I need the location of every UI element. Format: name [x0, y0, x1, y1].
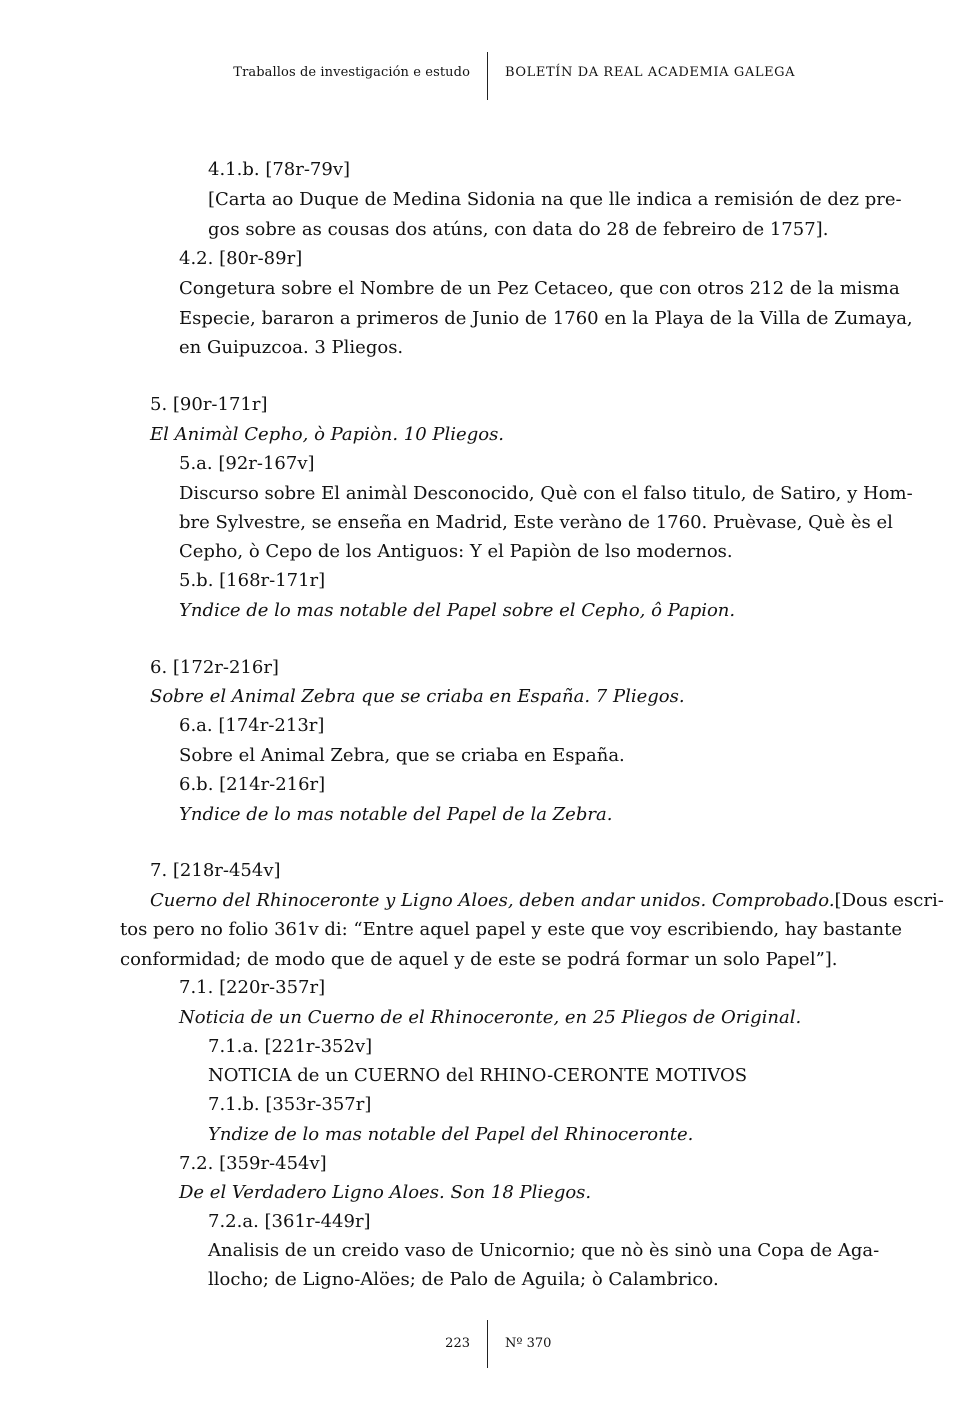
entry-text: tos pero no folio 361v di: “Entre aquel papel y este que voy escribiendo, hay bastante — [120, 919, 903, 940]
entry-text: NOTICIA de un CUERNO del RHINO-CERONTE MOTIVOS — [208, 1065, 748, 1086]
entry-text: Especie, bararon a primeros de Junio de 1760 en la Playa de la Villa de Zumaya, — [179, 308, 913, 329]
entry-heading: 7.1.a. [221r-352v] — [208, 1036, 373, 1057]
entry-text: Congetura sobre el Nombre de un Pez Cetaceo, que con otros 212 de la misma — [179, 278, 900, 299]
entry-heading: 7.2. [359r-454v] — [179, 1153, 327, 1174]
issue-number: Nº 370 — [505, 1336, 552, 1351]
entry-heading: 4.2. [80r-89r] — [179, 248, 303, 269]
entry-title-line — [150, 886, 944, 916]
entry-heading: 7.1. [220r-357r] — [179, 977, 326, 998]
entry-title: Sobre el Animal Zebra que se criaba en España. 7 Pliegos. — [150, 686, 685, 707]
entry-heading: 4.1.b. [78r-79v] — [208, 159, 351, 180]
entry-note: [Dous escri- — [834, 890, 944, 911]
entry-title: Cuerno del Rhinoceronte y Ligno Aloes, deben andar unidos. Comprobado. — [150, 890, 835, 911]
entry-text: bre Sylvestre, se enseña en Madrid, Este veràno de 1760. Pruèvase, Què ès el — [179, 512, 893, 533]
entry-heading: 6.b. [214r-216r] — [179, 774, 326, 795]
header-journal-title: BOLETÍN DA REAL ACADEMIA GALEGA — [505, 65, 796, 80]
entry-text: en Guipuzcoa. 3 Pliegos. — [179, 337, 404, 358]
entry-title: Noticia de un Cuerno de el Rhinoceronte, en 25 Pliegos de Original. — [179, 1007, 802, 1028]
entry-title: Yndice de lo mas notable del Papel sobre el Cepho, ô Papion. — [179, 600, 736, 621]
footer-divider — [487, 1320, 488, 1368]
entry-heading: 6.a. [174r-213r] — [179, 715, 325, 736]
entry-heading: 5.a. [92r-167v] — [179, 453, 315, 474]
entry-title: De el Verdadero Ligno Aloes. Son 18 Pliegos. — [179, 1182, 592, 1203]
entry-heading: 5.b. [168r-171r] — [179, 570, 326, 591]
header-divider — [487, 52, 488, 100]
entry-heading: 6. [172r-216r] — [150, 657, 279, 678]
header-section-title: Traballos de investigación e estudo — [233, 65, 470, 80]
entry-text: Cepho, ò Cepo de los Antiguos: Y el Papiòn de lso modernos. — [179, 541, 733, 562]
page-number: 223 — [445, 1336, 470, 1351]
entry-heading: 7.2.a. [361r-449r] — [208, 1211, 371, 1232]
entry-heading: 7. [218r-454v] — [150, 860, 281, 881]
entry-text: Discurso sobre El animàl Desconocido, Què con el falso titulo, de Satiro, y Hom- — [179, 483, 913, 504]
entry-title: Yndice de lo mas notable del Papel de la Zebra. — [179, 804, 613, 825]
entry-text: [Carta ao Duque de Medina Sidonia na que lle indica a remisión de dez pre- — [208, 189, 902, 210]
entry-text: Analisis de un creido vaso de Unicornio; que nò ès sinò una Copa de Aga- — [208, 1240, 880, 1261]
entry-heading: 7.1.b. [353r-357r] — [208, 1094, 372, 1115]
entry-text: conformidad; de modo que de aquel y de este se podrá formar un solo Papel”]. — [120, 949, 838, 970]
entry-heading: 5. [90r-171r] — [150, 394, 268, 415]
entry-title: Yndize de lo mas notable del Papel del Rhinoceronte. — [208, 1124, 694, 1145]
entry-title: El Animàl Cepho, ò Papiòn. 10 Pliegos. — [150, 424, 505, 445]
entry-text: gos sobre as cousas dos atúns, con data do 28 de febreiro de 1757]. — [208, 219, 829, 240]
entry-text: Sobre el Animal Zebra, que se criaba en España. — [179, 745, 625, 766]
running-header — [0, 52, 975, 100]
entry-text: llocho; de Ligno-Alöes; de Palo de Aguila; ò Calambrico. — [208, 1269, 719, 1290]
page-footer — [0, 1320, 975, 1368]
